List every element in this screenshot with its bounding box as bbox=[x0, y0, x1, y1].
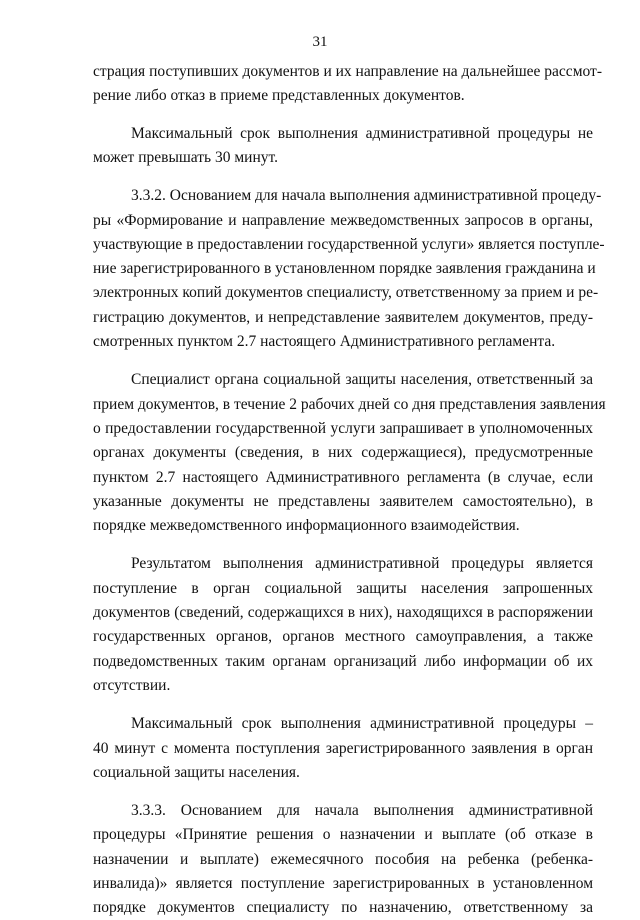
text-line: поступление в орган социальной защиты населения запрошенных bbox=[93, 579, 593, 597]
text-line: ние зарегистрированного в установленном порядке заявления гражданина и bbox=[93, 260, 596, 278]
text-line: страция поступивших документов и их направление на дальнейшее рассмот- bbox=[93, 63, 602, 80]
text-line: документов (сведений, содержащихся в них), находящихся в распоряжении bbox=[93, 604, 593, 621]
text-line: пунктом 2.7 настоящего Административного регламента (в случае, если bbox=[93, 468, 593, 486]
text-line: Результатом выполнения административной процедуры является bbox=[131, 555, 593, 573]
text-line: Максимальный срок выполнения административной процедуры не bbox=[131, 124, 593, 142]
text-line: рение либо отказ в приеме представленных документов. bbox=[93, 87, 465, 105]
text-line: Максимальный срок выполнения административной процедуры – bbox=[131, 715, 593, 733]
text-line: участвующие в предоставлении государственной услуги» является поступле- bbox=[93, 235, 605, 253]
text-line: прием документов, в течение 2 рабочих дней со дня представления заявления bbox=[93, 395, 606, 413]
text-line: смотренных пунктом 2.7 настоящего Административного регламента. bbox=[93, 333, 556, 350]
text-line: ры «Формирование и направление межведомственных запросов в органы, bbox=[93, 211, 593, 229]
text-line: порядке документов специалисту по назначению, ответственному за bbox=[93, 899, 593, 917]
text-line: государственных органов, органов местного самоуправления, а также bbox=[93, 628, 593, 646]
text-line: отсутствии. bbox=[93, 676, 171, 694]
page-number: 31 bbox=[312, 34, 328, 50]
text-line: Специалист органа социальной защиты населения, ответственный за bbox=[131, 371, 593, 389]
text-line: социальной защиты населения. bbox=[93, 763, 300, 781]
text-line: о предоставлении государственной услуги запрашивает в уполномоченных bbox=[93, 419, 593, 437]
text-line: 3.3.3. Основанием для начала выполнения административной bbox=[131, 802, 593, 820]
text-line: порядке межведомственного информационного взаимодействия. bbox=[93, 517, 520, 535]
text-line: подведомственных таким органам организаций либо информации об их bbox=[93, 652, 593, 670]
text-line: указанные документы не представлены заявителем самостоятельно), в bbox=[93, 492, 593, 510]
text-line: назначении и выплате) ежемесячного пособия на ребенка (ребенка- bbox=[93, 850, 593, 868]
text-line: 3.3.2. Основанием для начала выполнения административной процеду- bbox=[131, 187, 602, 205]
text-line: инвалида)» является поступление зарегистрированных в установленном bbox=[93, 875, 593, 892]
text-line: 40 минут с момента поступления зарегистрированного заявления в орган bbox=[93, 739, 593, 757]
text-line: гистрацию документов, и непредставление заявителем документов, преду- bbox=[93, 308, 593, 326]
text-line: органах документы (сведения, в них содержащиеся), предусмотренные bbox=[93, 444, 593, 462]
text-line: процедуры «Принятие решения о назначении и выплате (об отказе в bbox=[93, 826, 593, 844]
text-line: электронных копий документов специалисту, ответственному за прием и ре- bbox=[93, 284, 599, 302]
text-line: может превышать 30 минут. bbox=[93, 148, 279, 166]
